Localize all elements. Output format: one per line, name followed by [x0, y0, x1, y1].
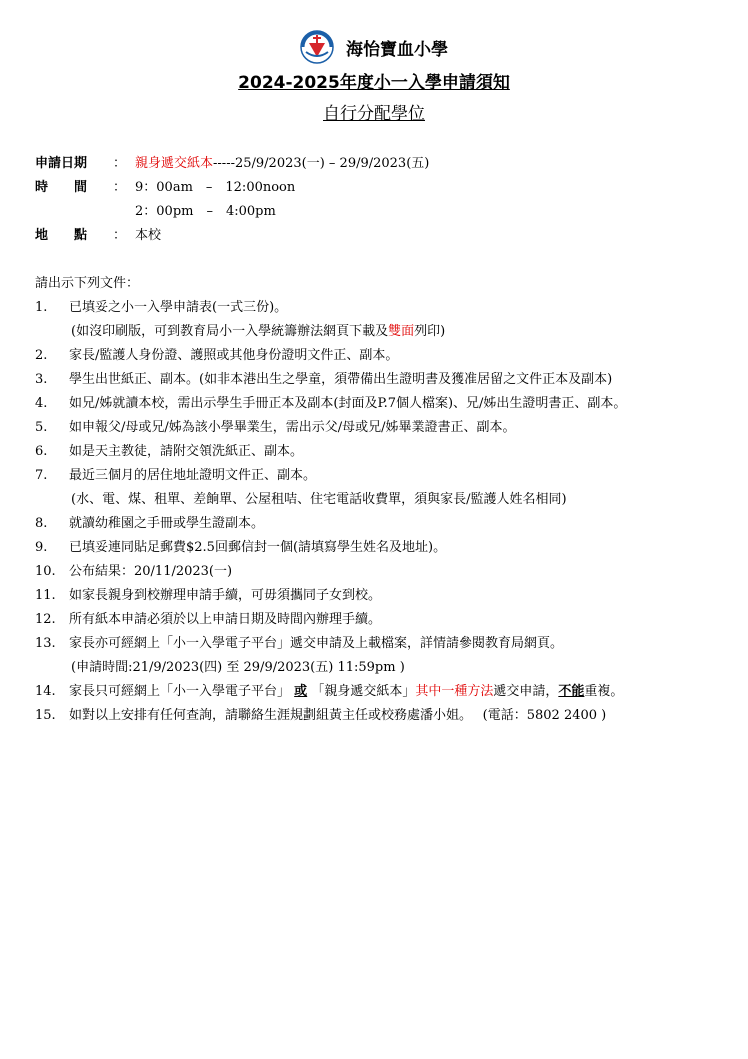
- list-item: 2. 家長/監護人身份證、護照或其他身份證明文件正、副本。: [35, 348, 399, 363]
- list-item-note: (水、電、煤、租單、差餉單、公屋租咭、住宅電話收費單，須與家長/監護人姓名相同): [71, 492, 567, 507]
- list-item: 1. 已填妥之小一入學申請表(一式三份)。: [35, 300, 288, 315]
- list-item: 7. 最近三個月的居住地址證明文件正、副本。: [35, 468, 317, 483]
- list-item: 10. 公布結果：20/11/2023(一): [35, 564, 233, 579]
- page-subtitle: 自行分配學位: [323, 104, 425, 124]
- list-item: 4. 如兄/姊就讀本校，需出示學生手冊正本及副本(封面及P.7個人檔案)、兄/姊出生證明書正、副本。: [35, 396, 627, 411]
- date-method: 親身遞交紙本: [135, 156, 214, 171]
- time-afternoon: 2：00pm – 4:00pm: [135, 204, 276, 219]
- list-item-note: (申請時間:21/9/2023(四) 至 29/9/2023(五) 11:59pm ): [71, 660, 405, 675]
- list-item: 11. 如家長親身到校辦理申請手續，可毋須攜同子女到校。: [35, 588, 382, 603]
- school-name: 海怡寶血小學: [346, 39, 448, 60]
- place-value: 本校: [135, 228, 162, 243]
- time-row: 時 間 ： 9：00am – 12:00noon: [35, 176, 295, 200]
- list-item: 6. 如是天主教徒，請附交領洗紙正、副本。: [35, 444, 304, 459]
- list-item: 9. 已填妥連同貼足郵費$2.5回郵信封一個(請填寫學生姓名及地址)。: [35, 540, 447, 555]
- list-item: 13. 家長亦可經網上「小一入學電子平台」遞交申請及上載檔案，詳情請參閱教育局網頁。: [35, 636, 564, 651]
- time-row-2: [35, 200, 276, 224]
- documents-intro: 請出示下列文件：: [35, 276, 140, 291]
- list-item: 5. 如申報父/母或兄/姊為該小學畢業生，需出示父/母或兄/姊畢業證書正、副本。: [35, 420, 516, 435]
- time-label: 時 間: [35, 180, 88, 195]
- time-morning: 9：00am – 12:00noon: [135, 180, 296, 195]
- list-item: 3. 學生出世紙正、副本。(如非本港出生之學童，須帶備出生證明書及獲准居留之文件正本及副本): [35, 372, 613, 387]
- school-logo-icon: [300, 30, 334, 64]
- date-label: 申請日期: [35, 156, 88, 171]
- application-date-row: 申請日期 ： 親身遞交紙本-----25/9/2023(一) – 29/9/2023(五): [35, 152, 429, 176]
- place-row: 地 點 ： 本校: [35, 224, 161, 248]
- place-label: 地 點: [35, 228, 88, 243]
- page-title: 2024-2025年度小一入學申請須知: [238, 73, 510, 93]
- date-range: -----25/9/2023(一) – 29/9/2023(五): [213, 156, 430, 171]
- contact-phone: (電話：5802 2400 ): [482, 708, 607, 723]
- list-item: 14. 家長只可經網上「小一入學電子平台」 或 「親身遞交紙本」其中一種方法遞交申請，不能重複。: [35, 684, 624, 699]
- list-item: 15. 如對以上安排有任何查詢，請聯絡生涯規劃組黃主任或校務處潘小姐。 (電話：5802 2400 ): [35, 708, 607, 723]
- list-item-note: (如沒印刷版，可到教育局小一入學統籌辦法網頁下載及雙面列印): [71, 324, 446, 339]
- documents-list: [35, 272, 735, 728]
- school-header: [0, 30, 748, 64]
- list-item: 8. 就讀幼稚園之手冊或學生證副本。: [35, 516, 265, 531]
- list-item: 12. 所有紙本申請必須於以上申請日期及時間內辦理手續。: [35, 612, 382, 627]
